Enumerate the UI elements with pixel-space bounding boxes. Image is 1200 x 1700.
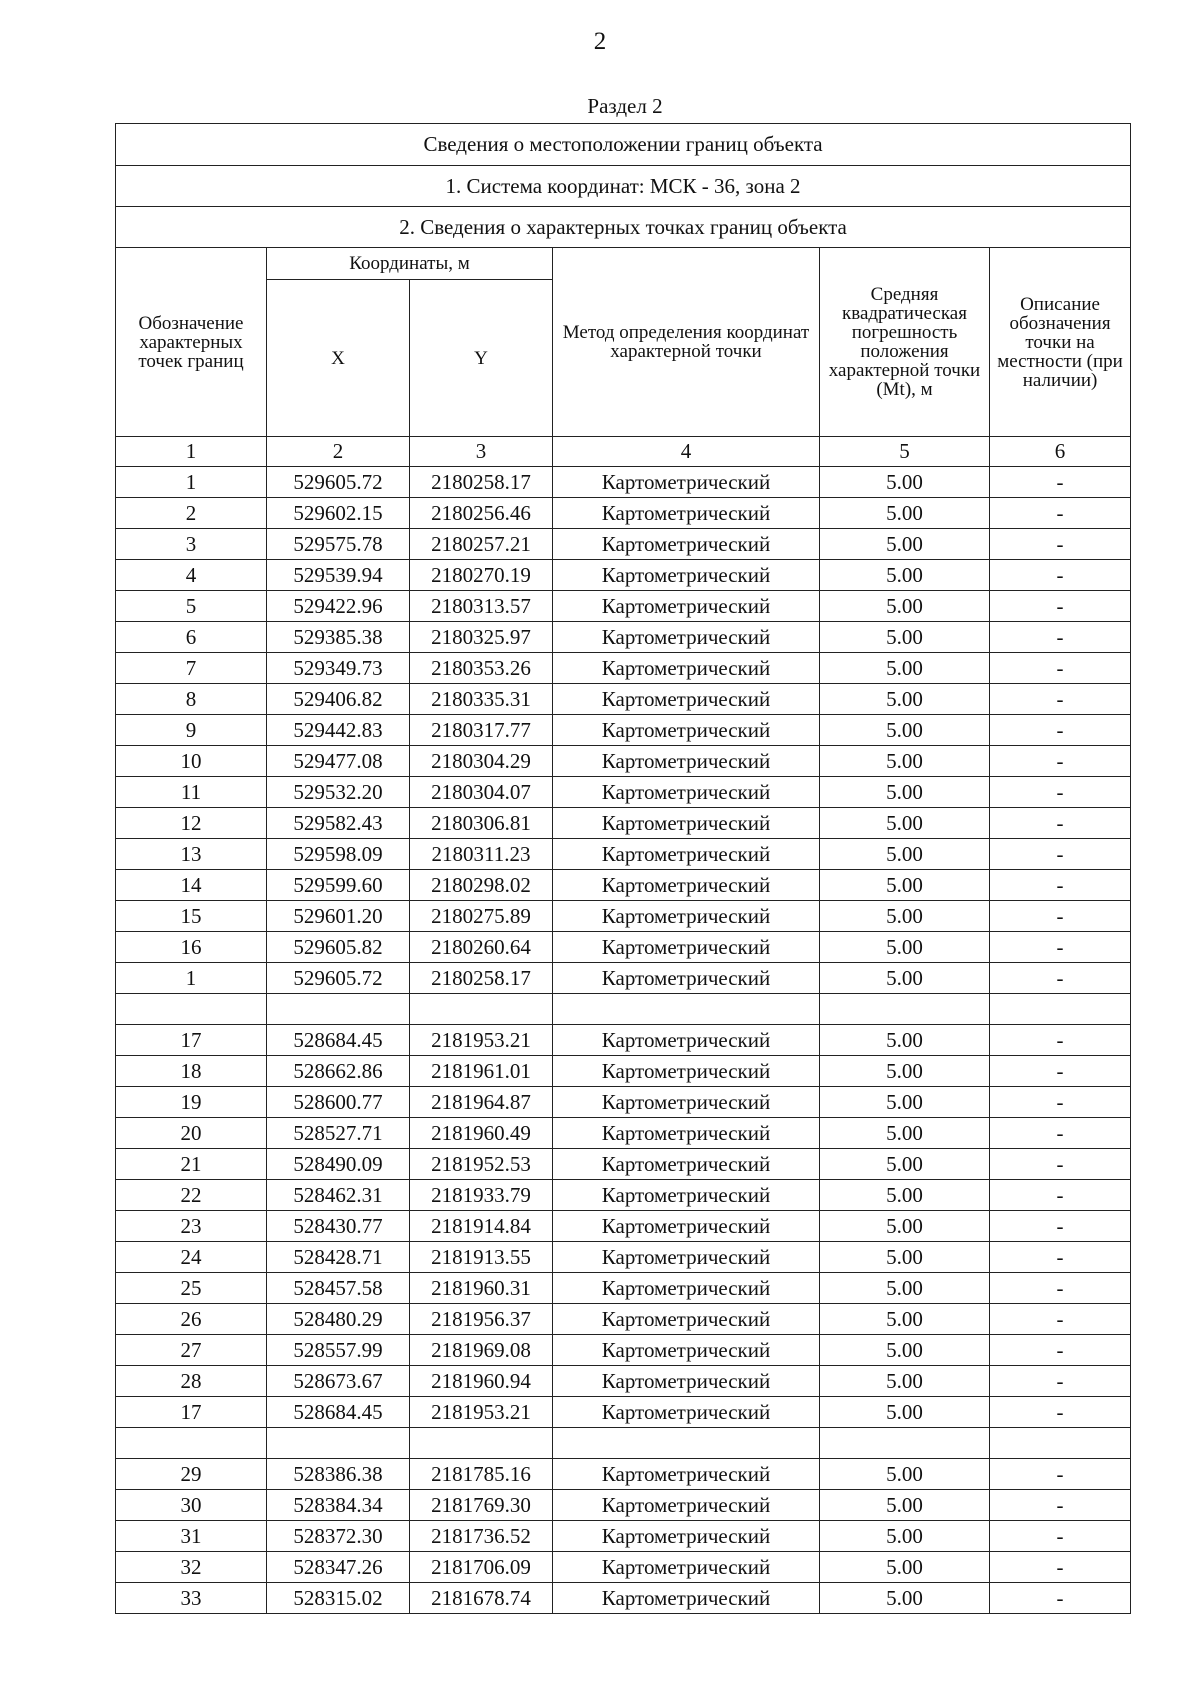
y-coordinate-cell: 2180275.89 bbox=[410, 901, 553, 932]
y-coordinate-cell: 2180304.07 bbox=[410, 777, 553, 808]
table-row bbox=[116, 808, 1131, 839]
table-row bbox=[116, 1583, 1131, 1614]
y-coordinate-cell: 2180270.19 bbox=[410, 560, 553, 591]
table-row bbox=[116, 653, 1131, 684]
header-error: Средняя квадратическая погрешность положения характерной точки (Mt), м bbox=[820, 248, 990, 437]
point-label-cell: 32 bbox=[116, 1552, 267, 1583]
y-coordinate-cell: 2180304.29 bbox=[410, 746, 553, 777]
x-coordinate-cell: 528662.86 bbox=[267, 1056, 410, 1087]
x-coordinate-cell: 529602.15 bbox=[267, 498, 410, 529]
header-row-top bbox=[116, 248, 1131, 280]
table-row bbox=[116, 1211, 1131, 1242]
table-row bbox=[116, 1335, 1131, 1366]
y-coordinate-cell: 2180258.17 bbox=[410, 963, 553, 994]
empty-cell bbox=[553, 994, 820, 1025]
point-label-cell: 31 bbox=[116, 1521, 267, 1552]
method-cell: Картометрический bbox=[553, 591, 820, 622]
method-cell: Картометрический bbox=[553, 1304, 820, 1335]
point-label-cell: 27 bbox=[116, 1335, 267, 1366]
point-label-cell: 11 bbox=[116, 777, 267, 808]
description-cell: - bbox=[990, 777, 1131, 808]
point-label-cell: 25 bbox=[116, 1273, 267, 1304]
empty-cell bbox=[267, 994, 410, 1025]
y-coordinate-cell: 2180298.02 bbox=[410, 870, 553, 901]
table-row bbox=[116, 777, 1131, 808]
table-row bbox=[116, 1056, 1131, 1087]
error-cell: 5.00 bbox=[820, 1490, 990, 1521]
description-cell: - bbox=[990, 839, 1131, 870]
column-number: 5 bbox=[820, 437, 990, 467]
x-coordinate-cell: 529605.82 bbox=[267, 932, 410, 963]
y-coordinate-cell: 2181914.84 bbox=[410, 1211, 553, 1242]
method-cell: Картометрический bbox=[553, 1490, 820, 1521]
x-coordinate-cell: 529582.43 bbox=[267, 808, 410, 839]
method-cell: Картометрический bbox=[553, 1242, 820, 1273]
x-coordinate-cell: 528673.67 bbox=[267, 1366, 410, 1397]
table-row bbox=[116, 1397, 1131, 1428]
method-cell: Картометрический bbox=[553, 932, 820, 963]
description-cell: - bbox=[990, 1583, 1131, 1614]
point-label-cell: 20 bbox=[116, 1118, 267, 1149]
x-coordinate-cell: 529442.83 bbox=[267, 715, 410, 746]
header-description: Описание обозначения точки на местности (при наличии) bbox=[990, 248, 1131, 437]
description-cell: - bbox=[990, 622, 1131, 653]
method-cell: Картометрический bbox=[553, 467, 820, 498]
method-cell: Картометрический bbox=[553, 498, 820, 529]
x-coordinate-cell: 528480.29 bbox=[267, 1304, 410, 1335]
error-cell: 5.00 bbox=[820, 777, 990, 808]
method-cell: Картометрический bbox=[553, 963, 820, 994]
point-label-cell: 8 bbox=[116, 684, 267, 715]
error-cell: 5.00 bbox=[820, 591, 990, 622]
description-cell: - bbox=[990, 901, 1131, 932]
point-label-cell: 4 bbox=[116, 560, 267, 591]
y-coordinate-cell: 2181769.30 bbox=[410, 1490, 553, 1521]
header-x: X bbox=[267, 280, 410, 437]
method-cell: Картометрический bbox=[553, 684, 820, 715]
point-label-cell: 1 bbox=[116, 467, 267, 498]
column-number: 4 bbox=[553, 437, 820, 467]
description-cell: - bbox=[990, 1242, 1131, 1273]
description-cell: - bbox=[990, 560, 1131, 591]
table-row bbox=[116, 560, 1131, 591]
y-coordinate-cell: 2180353.26 bbox=[410, 653, 553, 684]
point-label-cell: 22 bbox=[116, 1180, 267, 1211]
column-number: 6 bbox=[990, 437, 1131, 467]
table-row bbox=[116, 901, 1131, 932]
table-row bbox=[116, 963, 1131, 994]
y-coordinate-cell: 2180317.77 bbox=[410, 715, 553, 746]
x-coordinate-cell: 528430.77 bbox=[267, 1211, 410, 1242]
point-label-cell: 30 bbox=[116, 1490, 267, 1521]
error-cell: 5.00 bbox=[820, 1087, 990, 1118]
table-row bbox=[116, 1118, 1131, 1149]
point-label-cell: 15 bbox=[116, 901, 267, 932]
error-cell: 5.00 bbox=[820, 963, 990, 994]
x-coordinate-cell: 529477.08 bbox=[267, 746, 410, 777]
method-cell: Картометрический bbox=[553, 1180, 820, 1211]
x-coordinate-cell: 529601.20 bbox=[267, 901, 410, 932]
point-label-cell: 2 bbox=[116, 498, 267, 529]
column-number: 1 bbox=[116, 437, 267, 467]
error-cell: 5.00 bbox=[820, 1552, 990, 1583]
separator-row bbox=[116, 1428, 1131, 1459]
method-cell: Картометрический bbox=[553, 715, 820, 746]
description-cell: - bbox=[990, 498, 1131, 529]
error-cell: 5.00 bbox=[820, 1366, 990, 1397]
table-row bbox=[116, 1304, 1131, 1335]
x-coordinate-cell: 528462.31 bbox=[267, 1180, 410, 1211]
y-coordinate-cell: 2180313.57 bbox=[410, 591, 553, 622]
point-label-cell: 5 bbox=[116, 591, 267, 622]
points-heading: 2. Сведения о характерных точках границ объекта bbox=[116, 207, 1131, 248]
point-label-cell: 21 bbox=[116, 1149, 267, 1180]
description-cell: - bbox=[990, 1366, 1131, 1397]
method-cell: Картометрический bbox=[553, 560, 820, 591]
error-cell: 5.00 bbox=[820, 1459, 990, 1490]
error-cell: 5.00 bbox=[820, 715, 990, 746]
boundary-points-table bbox=[115, 123, 1131, 1614]
error-cell: 5.00 bbox=[820, 839, 990, 870]
error-cell: 5.00 bbox=[820, 560, 990, 591]
table-body bbox=[116, 124, 1131, 1614]
table-row bbox=[116, 1242, 1131, 1273]
table-row bbox=[116, 1273, 1131, 1304]
table-row bbox=[116, 1459, 1131, 1490]
method-cell: Картометрический bbox=[553, 1552, 820, 1583]
point-label-cell: 17 bbox=[116, 1025, 267, 1056]
header-point-label: Обозначение характерных точек границ bbox=[116, 248, 267, 437]
x-coordinate-cell: 528347.26 bbox=[267, 1552, 410, 1583]
y-coordinate-cell: 2181964.87 bbox=[410, 1087, 553, 1118]
y-coordinate-cell: 2181969.08 bbox=[410, 1335, 553, 1366]
method-cell: Картометрический bbox=[553, 1273, 820, 1304]
method-cell: Картометрический bbox=[553, 777, 820, 808]
error-cell: 5.00 bbox=[820, 1242, 990, 1273]
point-label-cell: 14 bbox=[116, 870, 267, 901]
description-cell: - bbox=[990, 1335, 1131, 1366]
table-row bbox=[116, 932, 1131, 963]
table-row bbox=[116, 1490, 1131, 1521]
method-cell: Картометрический bbox=[553, 1397, 820, 1428]
description-cell: - bbox=[990, 591, 1131, 622]
error-cell: 5.00 bbox=[820, 1025, 990, 1056]
points-heading-row bbox=[116, 207, 1131, 248]
error-cell: 5.00 bbox=[820, 1335, 990, 1366]
error-cell: 5.00 bbox=[820, 932, 990, 963]
x-coordinate-cell: 528684.45 bbox=[267, 1397, 410, 1428]
description-cell: - bbox=[990, 529, 1131, 560]
point-label-cell: 9 bbox=[116, 715, 267, 746]
description-cell: - bbox=[990, 1397, 1131, 1428]
empty-cell bbox=[267, 1428, 410, 1459]
table-row bbox=[116, 684, 1131, 715]
x-coordinate-cell: 528384.34 bbox=[267, 1490, 410, 1521]
table-row bbox=[116, 1025, 1131, 1056]
y-coordinate-cell: 2181960.94 bbox=[410, 1366, 553, 1397]
method-cell: Картометрический bbox=[553, 1459, 820, 1490]
empty-cell bbox=[990, 1428, 1131, 1459]
y-coordinate-cell: 2181736.52 bbox=[410, 1521, 553, 1552]
table-row bbox=[116, 746, 1131, 777]
method-cell: Картометрический bbox=[553, 839, 820, 870]
x-coordinate-cell: 529598.09 bbox=[267, 839, 410, 870]
x-coordinate-cell: 528372.30 bbox=[267, 1521, 410, 1552]
table-row bbox=[116, 591, 1131, 622]
method-cell: Картометрический bbox=[553, 653, 820, 684]
error-cell: 5.00 bbox=[820, 467, 990, 498]
y-coordinate-cell: 2180260.64 bbox=[410, 932, 553, 963]
description-cell: - bbox=[990, 1149, 1131, 1180]
point-label-cell: 10 bbox=[116, 746, 267, 777]
description-cell: - bbox=[990, 1180, 1131, 1211]
table-row bbox=[116, 870, 1131, 901]
coordinate-system-row bbox=[116, 166, 1131, 207]
empty-cell bbox=[410, 1428, 553, 1459]
description-cell: - bbox=[990, 715, 1131, 746]
error-cell: 5.00 bbox=[820, 529, 990, 560]
y-coordinate-cell: 2181961.01 bbox=[410, 1056, 553, 1087]
column-number: 2 bbox=[267, 437, 410, 467]
x-coordinate-cell: 529599.60 bbox=[267, 870, 410, 901]
x-coordinate-cell: 528527.71 bbox=[267, 1118, 410, 1149]
table-row bbox=[116, 1552, 1131, 1583]
method-cell: Картометрический bbox=[553, 1025, 820, 1056]
point-label-cell: 19 bbox=[116, 1087, 267, 1118]
x-coordinate-cell: 529422.96 bbox=[267, 591, 410, 622]
method-cell: Картометрический bbox=[553, 529, 820, 560]
point-label-cell: 17 bbox=[116, 1397, 267, 1428]
table-row bbox=[116, 839, 1131, 870]
y-coordinate-cell: 2180335.31 bbox=[410, 684, 553, 715]
section-title: Раздел 2 bbox=[587, 94, 663, 118]
header-y: Y bbox=[410, 280, 553, 437]
description-cell: - bbox=[990, 1211, 1131, 1242]
empty-cell bbox=[990, 994, 1131, 1025]
description-cell: - bbox=[990, 1118, 1131, 1149]
y-coordinate-cell: 2181785.16 bbox=[410, 1459, 553, 1490]
x-coordinate-cell: 528600.77 bbox=[267, 1087, 410, 1118]
description-cell: - bbox=[990, 1490, 1131, 1521]
x-coordinate-cell: 528315.02 bbox=[267, 1583, 410, 1614]
error-cell: 5.00 bbox=[820, 1397, 990, 1428]
x-coordinate-cell: 529605.72 bbox=[267, 467, 410, 498]
description-cell: - bbox=[990, 1025, 1131, 1056]
table-row bbox=[116, 467, 1131, 498]
error-cell: 5.00 bbox=[820, 1304, 990, 1335]
y-coordinate-cell: 2181933.79 bbox=[410, 1180, 553, 1211]
table-row bbox=[116, 622, 1131, 653]
x-coordinate-cell: 529605.72 bbox=[267, 963, 410, 994]
description-cell: - bbox=[990, 932, 1131, 963]
table-row bbox=[116, 529, 1131, 560]
method-cell: Картометрический bbox=[553, 901, 820, 932]
error-cell: 5.00 bbox=[820, 901, 990, 932]
x-coordinate-cell: 529575.78 bbox=[267, 529, 410, 560]
method-cell: Картометрический bbox=[553, 1087, 820, 1118]
error-cell: 5.00 bbox=[820, 746, 990, 777]
y-coordinate-cell: 2181706.09 bbox=[410, 1552, 553, 1583]
y-coordinate-cell: 2180257.21 bbox=[410, 529, 553, 560]
x-coordinate-cell: 528490.09 bbox=[267, 1149, 410, 1180]
x-coordinate-cell: 528684.45 bbox=[267, 1025, 410, 1056]
method-cell: Картометрический bbox=[553, 1583, 820, 1614]
error-cell: 5.00 bbox=[820, 1056, 990, 1087]
y-coordinate-cell: 2181953.21 bbox=[410, 1025, 553, 1056]
method-cell: Картометрический bbox=[553, 1211, 820, 1242]
table-row bbox=[116, 1521, 1131, 1552]
description-cell: - bbox=[990, 1459, 1131, 1490]
table-row bbox=[116, 498, 1131, 529]
empty-cell bbox=[116, 1428, 267, 1459]
method-cell: Картометрический bbox=[553, 746, 820, 777]
method-cell: Картометрический bbox=[553, 622, 820, 653]
description-cell: - bbox=[990, 1521, 1131, 1552]
x-coordinate-cell: 528386.38 bbox=[267, 1459, 410, 1490]
error-cell: 5.00 bbox=[820, 498, 990, 529]
point-label-cell: 29 bbox=[116, 1459, 267, 1490]
error-cell: 5.00 bbox=[820, 1118, 990, 1149]
y-coordinate-cell: 2180311.23 bbox=[410, 839, 553, 870]
y-coordinate-cell: 2180325.97 bbox=[410, 622, 553, 653]
column-numbers-row bbox=[116, 437, 1131, 467]
page-number: 2 bbox=[593, 28, 607, 55]
description-cell: - bbox=[990, 808, 1131, 839]
description-cell: - bbox=[990, 1304, 1131, 1335]
description-cell: - bbox=[990, 684, 1131, 715]
y-coordinate-cell: 2180258.17 bbox=[410, 467, 553, 498]
method-cell: Картометрический bbox=[553, 1149, 820, 1180]
y-coordinate-cell: 2181913.55 bbox=[410, 1242, 553, 1273]
method-cell: Картометрический bbox=[553, 1521, 820, 1552]
point-label-cell: 33 bbox=[116, 1583, 267, 1614]
error-cell: 5.00 bbox=[820, 1521, 990, 1552]
description-cell: - bbox=[990, 746, 1131, 777]
empty-cell bbox=[410, 994, 553, 1025]
empty-cell bbox=[820, 1428, 990, 1459]
coordinate-system: 1. Система координат: МСК - 36, зона 2 bbox=[116, 166, 1131, 207]
description-cell: - bbox=[990, 1552, 1131, 1583]
x-coordinate-cell: 529532.20 bbox=[267, 777, 410, 808]
error-cell: 5.00 bbox=[820, 1273, 990, 1304]
x-coordinate-cell: 528457.58 bbox=[267, 1273, 410, 1304]
method-cell: Картометрический bbox=[553, 1335, 820, 1366]
method-cell: Картометрический bbox=[553, 808, 820, 839]
description-cell: - bbox=[990, 870, 1131, 901]
point-label-cell: 3 bbox=[116, 529, 267, 560]
error-cell: 5.00 bbox=[820, 808, 990, 839]
y-coordinate-cell: 2181678.74 bbox=[410, 1583, 553, 1614]
title-row bbox=[116, 124, 1131, 166]
error-cell: 5.00 bbox=[820, 1211, 990, 1242]
description-cell: - bbox=[990, 653, 1131, 684]
empty-cell bbox=[116, 994, 267, 1025]
point-label-cell: 18 bbox=[116, 1056, 267, 1087]
point-label-cell: 28 bbox=[116, 1366, 267, 1397]
x-coordinate-cell: 529406.82 bbox=[267, 684, 410, 715]
column-number: 3 bbox=[410, 437, 553, 467]
method-cell: Картометрический bbox=[553, 1366, 820, 1397]
description-cell: - bbox=[990, 1087, 1131, 1118]
y-coordinate-cell: 2180306.81 bbox=[410, 808, 553, 839]
error-cell: 5.00 bbox=[820, 1149, 990, 1180]
point-label-cell: 12 bbox=[116, 808, 267, 839]
x-coordinate-cell: 528557.99 bbox=[267, 1335, 410, 1366]
x-coordinate-cell: 529349.73 bbox=[267, 653, 410, 684]
point-label-cell: 26 bbox=[116, 1304, 267, 1335]
table-row bbox=[116, 1180, 1131, 1211]
description-cell: - bbox=[990, 963, 1131, 994]
error-cell: 5.00 bbox=[820, 653, 990, 684]
table-row bbox=[116, 1366, 1131, 1397]
method-cell: Картометрический bbox=[553, 1118, 820, 1149]
point-label-cell: 23 bbox=[116, 1211, 267, 1242]
y-coordinate-cell: 2181960.49 bbox=[410, 1118, 553, 1149]
table-row bbox=[116, 1149, 1131, 1180]
x-coordinate-cell: 528428.71 bbox=[267, 1242, 410, 1273]
header-coordinates: Координаты, м bbox=[267, 248, 553, 280]
point-label-cell: 6 bbox=[116, 622, 267, 653]
table-title: Сведения о местоположении границ объекта bbox=[116, 124, 1131, 166]
point-label-cell: 7 bbox=[116, 653, 267, 684]
description-cell: - bbox=[990, 467, 1131, 498]
point-label-cell: 13 bbox=[116, 839, 267, 870]
header-method: Метод определения координат характерной точки bbox=[553, 248, 820, 437]
error-cell: 5.00 bbox=[820, 870, 990, 901]
y-coordinate-cell: 2181953.21 bbox=[410, 1397, 553, 1428]
method-cell: Картометрический bbox=[553, 1056, 820, 1087]
error-cell: 5.00 bbox=[820, 622, 990, 653]
method-cell: Картометрический bbox=[553, 870, 820, 901]
separator-row bbox=[116, 994, 1131, 1025]
error-cell: 5.00 bbox=[820, 684, 990, 715]
y-coordinate-cell: 2181956.37 bbox=[410, 1304, 553, 1335]
table-row bbox=[116, 715, 1131, 746]
description-cell: - bbox=[990, 1056, 1131, 1087]
point-label-cell: 24 bbox=[116, 1242, 267, 1273]
empty-cell bbox=[553, 1428, 820, 1459]
error-cell: 5.00 bbox=[820, 1583, 990, 1614]
table-row bbox=[116, 1087, 1131, 1118]
error-cell: 5.00 bbox=[820, 1180, 990, 1211]
y-coordinate-cell: 2181952.53 bbox=[410, 1149, 553, 1180]
y-coordinate-cell: 2180256.46 bbox=[410, 498, 553, 529]
x-coordinate-cell: 529539.94 bbox=[267, 560, 410, 591]
empty-cell bbox=[820, 994, 990, 1025]
y-coordinate-cell: 2181960.31 bbox=[410, 1273, 553, 1304]
point-label-cell: 16 bbox=[116, 932, 267, 963]
point-label-cell: 1 bbox=[116, 963, 267, 994]
x-coordinate-cell: 529385.38 bbox=[267, 622, 410, 653]
description-cell: - bbox=[990, 1273, 1131, 1304]
